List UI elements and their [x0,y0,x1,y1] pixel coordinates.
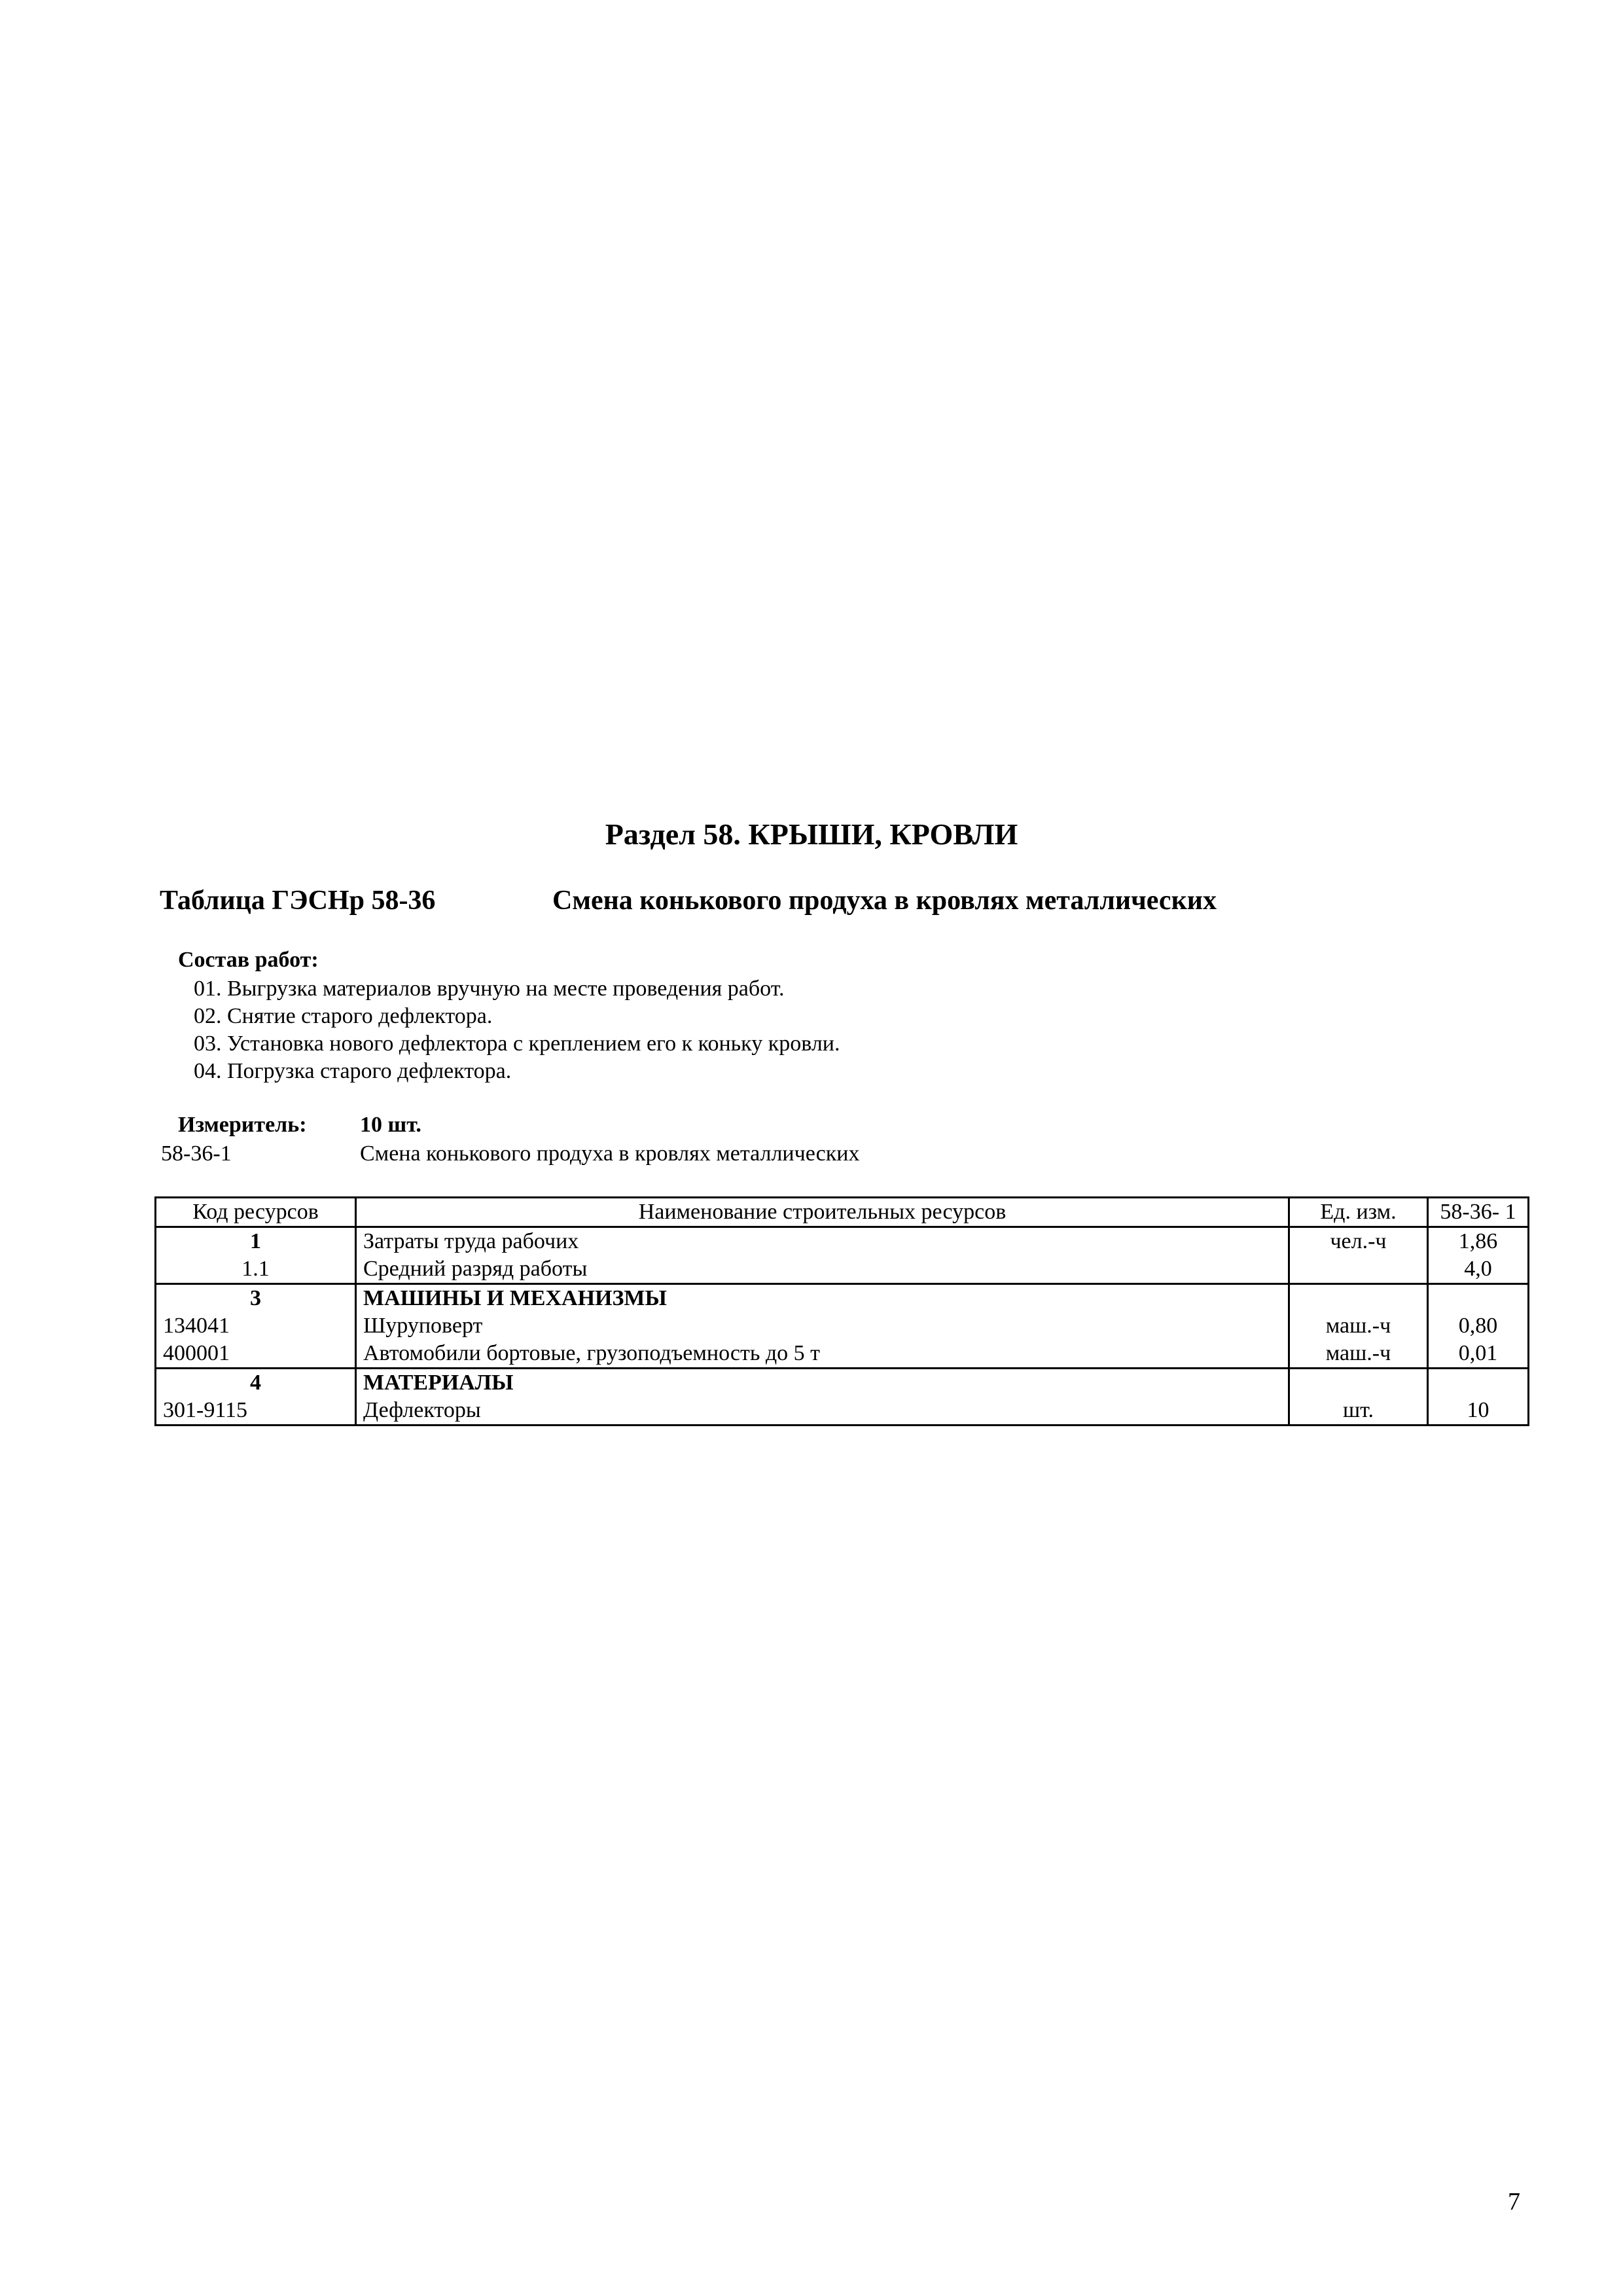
row-code: 400001 [156,1340,356,1369]
row-name: Средний разряд работы [356,1255,1289,1284]
table-row [156,1255,1529,1284]
work-item: 02. Снятие старого дефлектора. [194,1004,493,1028]
row-value: 4,0 [1428,1255,1529,1284]
row-code: 4 [156,1369,356,1397]
work-item: 01. Выгрузка материалов вручную на месте проведения работ. [194,977,785,1001]
row-name: МАШИНЫ И МЕХАНИЗМЫ [356,1284,1289,1313]
work-item: 04. Погрузка старого дефлектора. [194,1059,512,1083]
row-name: МАТЕРИАЛЫ [356,1369,1289,1397]
row-value: 0,01 [1428,1340,1529,1369]
row-code: 1.1 [156,1255,356,1284]
table-label: Таблица ГЭСНр 58-36 [160,886,436,916]
row-unit: маш.-ч [1289,1312,1428,1340]
row-value [1428,1369,1529,1397]
row-unit [1289,1255,1428,1284]
row-name: Затраты труда рабочих [356,1227,1289,1256]
table-row [156,1284,1529,1313]
row-value: 0,80 [1428,1312,1529,1340]
table-row [156,1397,1529,1426]
row-value: 1,86 [1428,1227,1529,1256]
table-row [156,1312,1529,1340]
row-value: 10 [1428,1397,1529,1426]
table-row [156,1369,1529,1397]
section-title: Раздел 58. КРЫШИ, КРОВЛИ [605,817,1018,851]
row-code: 134041 [156,1312,356,1340]
header-name: Наименование строительных ресурсов [356,1198,1289,1227]
table-header-row [156,1198,1529,1227]
meter-label: Измеритель: [178,1113,307,1137]
table-heading: Смена конькового продуха в кровлях металлических [552,886,1217,916]
row-name: Автомобили бортовые, грузоподъемность до 5 т [356,1340,1289,1369]
row-code: 1 [156,1227,356,1256]
row-unit: маш.-ч [1289,1340,1428,1369]
row-unit [1289,1284,1428,1313]
resource-table [154,1196,1529,1426]
row-unit: чел.-ч [1289,1227,1428,1256]
work-list [194,975,840,1085]
norm-description: Смена конькового продуха в кровлях металлических [360,1141,860,1166]
norm-code: 58-36-1 [161,1141,232,1166]
row-code: 3 [156,1284,356,1313]
table-row [156,1340,1529,1369]
meter-value: 10 шт. [360,1113,421,1137]
row-name: Дефлекторы [356,1397,1289,1426]
page-number: 7 [1508,2188,1520,2215]
header-value: 58-36- 1 [1428,1198,1529,1227]
row-value [1428,1284,1529,1313]
row-code: 301-9115 [156,1397,356,1426]
row-unit [1289,1369,1428,1397]
header-unit: Ед. изм. [1289,1198,1428,1227]
work-item: 03. Установка нового дефлектора с креплением его к коньку кровли. [194,1031,840,1056]
table-row [156,1227,1529,1256]
header-code: Код ресурсов [156,1198,356,1227]
composition-label: Состав работ: [178,948,319,972]
row-name: Шуруповерт [356,1312,1289,1340]
row-unit: шт. [1289,1397,1428,1426]
